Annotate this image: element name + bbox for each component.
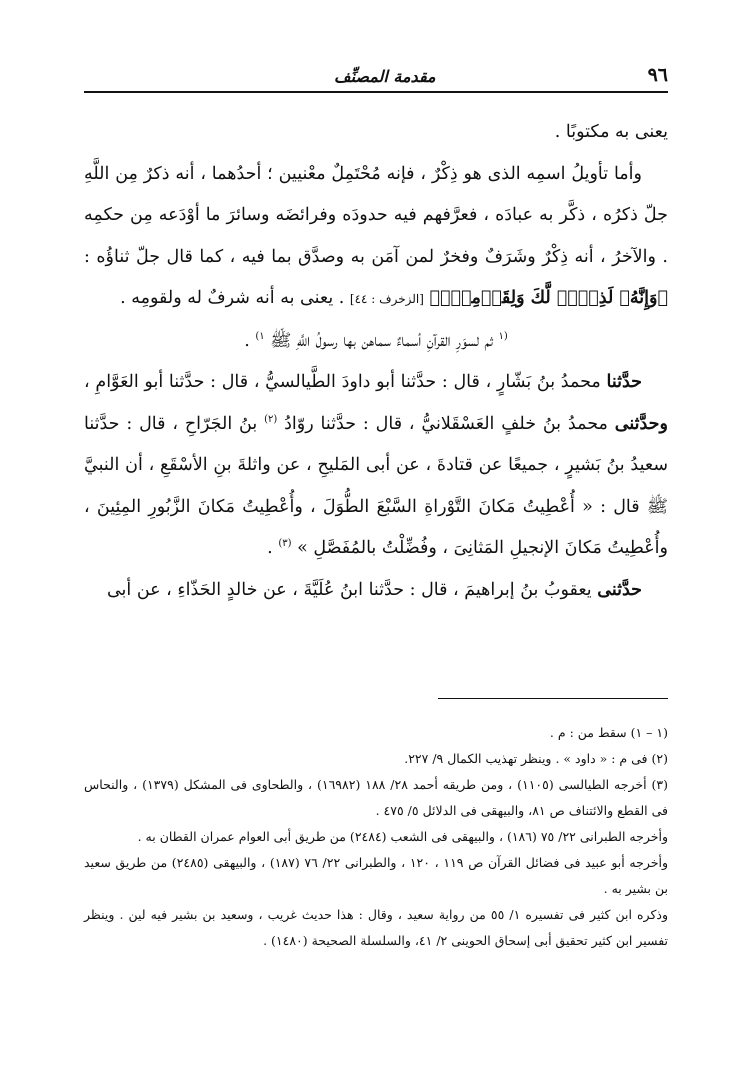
paragraph bbox=[84, 570, 668, 612]
page-header bbox=[84, 50, 668, 86]
footnote-marker: (٣) bbox=[278, 538, 292, 550]
header-rule bbox=[84, 91, 668, 93]
footnote-marker: ١) bbox=[255, 330, 265, 342]
footnote: وأخرجه الطبرانى ٢٢/ ٧٥ (١٨٦) ، والبيهقى فى الشعب (٢٤٨٤) من طريق أبى العوام عمران القطان به . bbox=[137, 829, 668, 844]
footnote: (٣) أخرجه الطيالسى (١١٠٥) ، ومن طريقه أحمد ٢٨/ ١٨٨ (١٦٩٨٢) ، والطحاوى فى المشكل (١٣٧٩) ، والنحاس فى القطع والائتناف ص ٨١، والبيهقى فى الدلائل ٥/ ٤٧٥ . bbox=[84, 777, 668, 818]
footnote-marker: (٢) bbox=[264, 413, 278, 425]
footnote: وذكره ابن كثير فى تفسيره ١/ ٥٥ من رواية سعيد ، وقال : هذا حديث غريب ، وسعيد بن بشير فيه لين . وينظر تفسير ابن كثير تحقيق أبى إسحاق الحوينى ٢/ ٤١، والسلسلة الصحيحة (١٤٨٠) . bbox=[84, 907, 669, 948]
footnote-rule bbox=[438, 698, 668, 699]
running-title: مقدمة المصنِّف bbox=[334, 67, 436, 86]
paragraph bbox=[84, 154, 668, 321]
paragraph-text: . يعنى به أنه شرفٌ له ولقومِه . bbox=[120, 288, 345, 308]
isnad-lead: حدَّثنى bbox=[597, 579, 642, 600]
centered-line bbox=[84, 321, 668, 363]
main-text bbox=[84, 112, 668, 611]
isnad-lead: حدَّثنا bbox=[606, 372, 642, 392]
centered-text: ثم لسوَرِ القرآنِ أسماءٌ سماهن بها رسولُ اللَّهِ ﷺ bbox=[270, 330, 493, 351]
footnote-marker: (١ bbox=[498, 330, 508, 342]
isnad-lead: وحدَّثنى bbox=[614, 413, 668, 434]
centered-text-end: . bbox=[244, 330, 250, 351]
footnote: (٢) فى م : « داود » . وينظر تهذيب الكمال ٩/ ٢٢٧. bbox=[404, 751, 668, 766]
paragraph-text: بنُ الجَرّاحِ ، قال : حدَّثنا سعيدُ بنُ بَشيرٍ ، جميعًا عن قتادةَ ، عن أبى المَليحِ ، عن واثلةَ بنِ الأسْقَعِ ، أن النبيَّ ﷺ قال : « أُعْطِيتُ مَكانَ التَّوْراةِ السَّبْعَ الطُّوَلَ ، وأُعْطِيتُ مَكانَ الزَّبُورِ المِئِينَ ، وأُعْطِيتُ مَكانَ الإنجيلِ المَثانِىَ ، وفُضِّلْتُ بالمُفَصَّلِ » bbox=[84, 413, 668, 558]
quran-verse: ﴿وَإِنَّهُۥ لَذِكۡرٞ لَّكَ وَلِقَوۡمِكَۖ﴾ bbox=[429, 288, 668, 308]
footnotes bbox=[84, 720, 668, 954]
page-number: ٩٦ bbox=[647, 64, 668, 86]
paragraph-text: وأما تأويلُ اسمِه الذى هو ذِكْرٌ ، فإنه مُحْتَمِلٌ معْنيين ؛ أحدُهما ، أنه ذكرٌ مِن اللَّهِ جلّ ذكرُه ، ذكَّر به عبادَه ، فعرَّفهم فيه حدودَه وفرائضَه وسائرَ ما أوْدَعه مِن حكمِه . والآخرُ ، أنه ذِكْرٌ وشَرَفٌ وفخرٌ لمن آمَن به وصدَّق بما فيه ، كما قال جلّ ثناؤُه : bbox=[84, 163, 668, 267]
quran-reference: [الزخرف : ٤٤] bbox=[349, 292, 424, 306]
footnote: وأخرجه أبو عبيد فى فضائل القرآن ص ١١٩ ، ١٢٠ ، والطبرانى ٢٢/ ٧٦ (١٨٧) ، والبيهقى (٢٤٨٥) من طريق سعيد بن بشير به . bbox=[84, 855, 668, 896]
footnote: (١ – ١) سقط من : م . bbox=[549, 725, 668, 740]
paragraph-text: . bbox=[267, 538, 273, 558]
paragraph-text: محمدُ بنُ خلفٍ العَسْقَلانيُّ ، قال : حدَّثنا روّادُ bbox=[284, 413, 608, 434]
paragraph bbox=[84, 362, 668, 570]
paragraph-text: محمدُ بنُ بَشّارٍ ، قال : حدَّثنا أبو داودَ الطَّيالسيُّ ، قال : حدَّثنا أبو العَوَّامِ ، bbox=[84, 372, 601, 392]
text-line: يعنى به مكتوبًا . bbox=[554, 122, 668, 142]
paragraph-text: يعقوبُ بنُ إبراهيمَ ، قال : حدَّثنا ابنُ عُلَيَّةَ ، عن خالدٍ الحَذّاءِ ، عن أبى bbox=[106, 579, 592, 600]
